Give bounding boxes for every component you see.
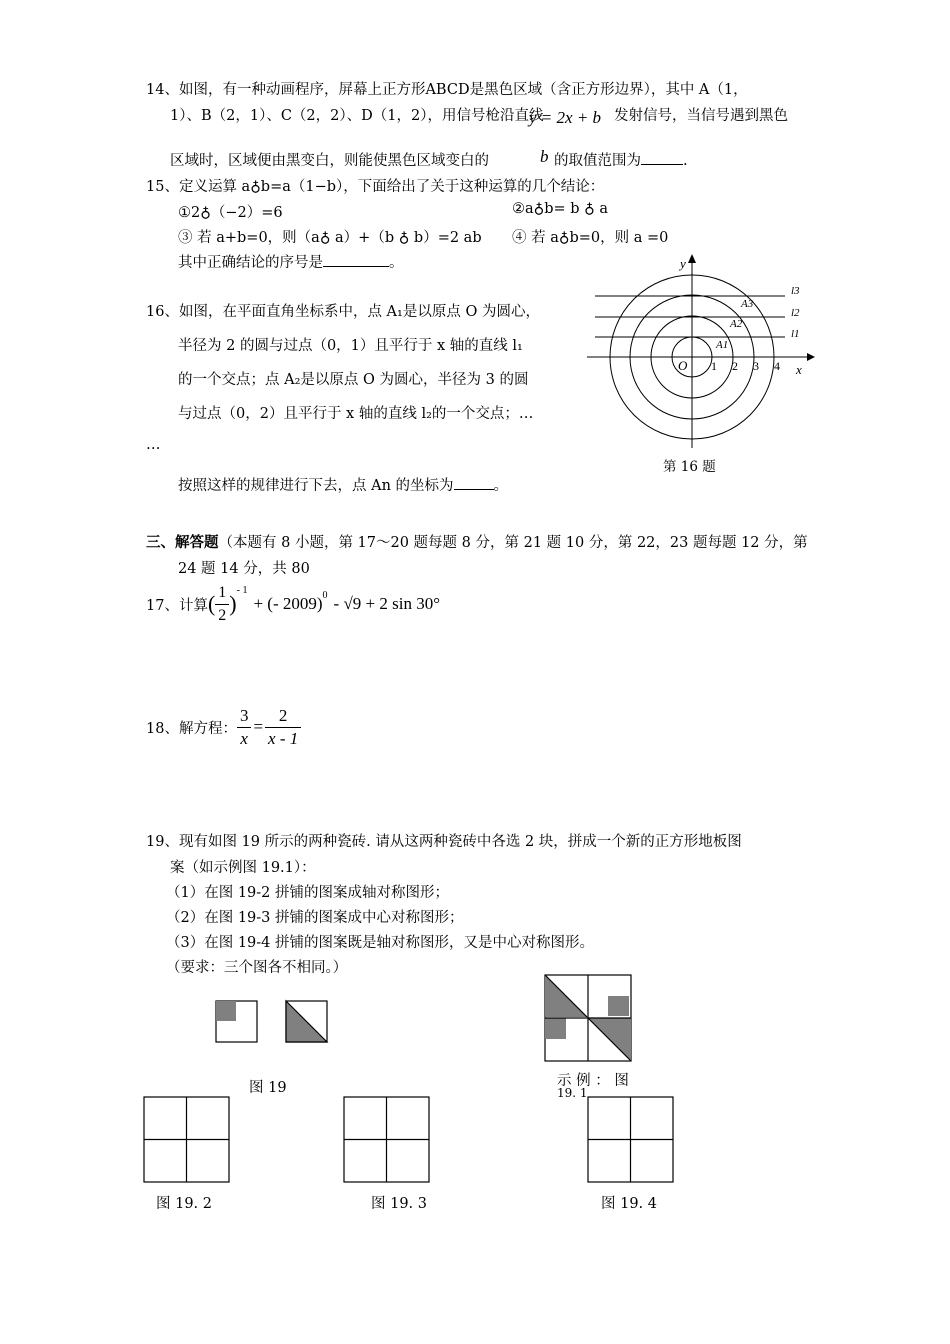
q14-line3b	[554, 149, 688, 170]
q14-b-variable: b	[540, 147, 549, 166]
example-caption: 示 例 ： 图	[557, 1073, 629, 1089]
example-tr-square	[608, 996, 629, 1016]
q18-label: 18、解方程：	[146, 720, 237, 737]
q14-line1: 14、如图，有一种动画程序，屏幕上正方形ABCD是黑色区域（含正方形边界），其中 A（1，	[146, 82, 748, 98]
section3-header	[146, 531, 808, 552]
origin-label: O	[678, 358, 688, 373]
q14-line2a: 1）、B（2，1）、C（2，2）、D（1，2），用信号枪沿直线	[170, 108, 544, 124]
q18-lnum: 3	[237, 705, 252, 728]
fig19-3-grid	[343, 1096, 431, 1184]
q15-conclusion-3: ③ 若 a+b=0，则（a♁ a）+（b ♁ b）=2 ab	[178, 230, 482, 246]
tick-4: 4	[774, 359, 780, 373]
q17-lparen: (	[207, 591, 216, 616]
tick-3: 3	[753, 359, 759, 373]
label-l1: l1	[791, 328, 800, 340]
q16-line5: …	[146, 437, 161, 453]
fig19-3-caption: 图 19. 3	[371, 1196, 428, 1212]
x-label: x	[796, 362, 802, 377]
q17-num: 1	[215, 582, 229, 605]
q16-line4: 与过点（0，2）且平行于 x 轴的直线 l₂的一个交点；…	[178, 406, 534, 422]
q16-line6-end: 。	[493, 478, 509, 494]
point-a2: A2	[730, 318, 743, 330]
q16-caption: 第 16 题	[663, 459, 716, 475]
q16-answer-blank[interactable]	[454, 489, 494, 490]
section3-desc1: （本题有 8 小题，第 17～20 题每题 8 分，第 21 题 10 分，第 22，23 题每题 12 分，第	[218, 535, 808, 551]
q15-conclusion-1: ①2♁（−2）=6	[178, 205, 283, 221]
q15-conclusion-4: ④ 若 a♁b=0，则 a =0	[512, 230, 669, 246]
fig19-2-grid	[143, 1096, 231, 1184]
fig19-caption: 图 19	[249, 1080, 287, 1096]
q16-line2: 半径为 2 的圆与过点（0，1）且平行于 x 轴的直线 l₁	[178, 338, 523, 354]
q16-figure	[585, 250, 815, 455]
q18-left-fraction	[237, 705, 252, 750]
y-axis-arrow	[688, 254, 696, 263]
q16-line6	[178, 474, 508, 495]
q19-line2: 案（如示例图 19.1）：	[170, 860, 316, 876]
x-axis-arrow	[807, 353, 815, 361]
section3-title: 三、解答题	[146, 534, 219, 551]
label-l2: l2	[791, 307, 800, 319]
q18-rnum: 2	[265, 705, 301, 728]
q14-answer-blank[interactable]	[641, 164, 683, 165]
tick-2: 2	[732, 359, 738, 373]
q18-rden: x - 1	[268, 728, 299, 748]
fig19-tiles	[215, 1000, 330, 1045]
tile-a-square	[216, 1001, 236, 1021]
q17-expr2: - √9 + 2 sin 30°	[333, 594, 440, 613]
q17-expr: + (- 2009)	[253, 594, 323, 613]
q15-tail-end: 。	[389, 255, 404, 271]
q16-line1: 16、如图，在平面直角坐标系中，点 A₁是以原点 O 为圆心，	[146, 304, 540, 320]
point-a1: A1	[716, 339, 729, 351]
q14-line2b: 发射信号，当信号遇到黑色	[614, 108, 788, 124]
q17-fraction	[215, 582, 229, 627]
fig19-1-example	[544, 974, 632, 1062]
label-l3: l3	[791, 285, 800, 297]
q17-exp-0: 0	[322, 589, 328, 601]
q14-formula: y = 2x + b	[529, 108, 602, 127]
q19-line1: 19、现有如图 19 所示的两种瓷砖. 请从这两种瓷砖中各选 2 块，拼成一个新的正方形地板图	[146, 834, 742, 850]
q15-conclusion-2: ②a♁b= b ♁ a	[512, 201, 609, 217]
q19-part2: （2）在图 19-3 拼铺的图案成中心对称图形；	[166, 910, 464, 926]
q18	[146, 701, 301, 753]
tick-1: 1	[711, 359, 717, 373]
q14-range-text: 的取值范围为	[554, 153, 641, 169]
q14-line3a: 区域时，区域便由黑变白，则能使黑色区域变白的	[170, 153, 489, 169]
q18-right-fraction	[265, 705, 301, 750]
q17-den: 2	[218, 606, 227, 624]
example-bl-square	[545, 1018, 566, 1039]
point-a3: A3	[741, 298, 754, 310]
q15-line1: 15、定义运算 a♁b=a（1−b），下面给出了关于这种运算的几个结论：	[146, 179, 605, 195]
q15-tail-text: 其中正确结论的序号是	[178, 255, 323, 271]
q14-end: .	[683, 153, 688, 169]
q17	[146, 578, 440, 630]
q16-line6-text: 按照这样的规律进行下去，点 An 的坐标为	[178, 478, 454, 494]
q19-part1: （1）在图 19-2 拼铺的图案成轴对称图形；	[166, 885, 450, 901]
q18-eq: =	[253, 717, 264, 736]
q16-line3: 的一个交点；点 A₂是以原点 O 为圆心，半径为 3 的圆	[178, 372, 529, 388]
q17-exp-neg1: - 1	[236, 584, 248, 596]
section3-desc2: 24 题 14 分，共 80	[178, 561, 310, 577]
example-caption-2: 19. 1	[557, 1086, 588, 1100]
q18-lden: x	[240, 728, 248, 748]
q17-label: 17、计算	[146, 597, 208, 614]
q15-tail	[178, 251, 404, 272]
q17-rparen: )	[229, 591, 237, 616]
q19-part3: （3）在图 19-4 拼铺的图案既是轴对称图形，又是中心对称图形。	[166, 935, 595, 951]
fig19-2-caption: 图 19. 2	[156, 1196, 213, 1212]
fig19-4-caption: 图 19. 4	[601, 1196, 658, 1212]
q19-requirement: （要求：三个图各不相同。）	[166, 960, 348, 976]
fig19-4-grid	[587, 1096, 675, 1184]
q15-answer-blank[interactable]	[323, 266, 389, 267]
y-label: y	[680, 256, 686, 271]
